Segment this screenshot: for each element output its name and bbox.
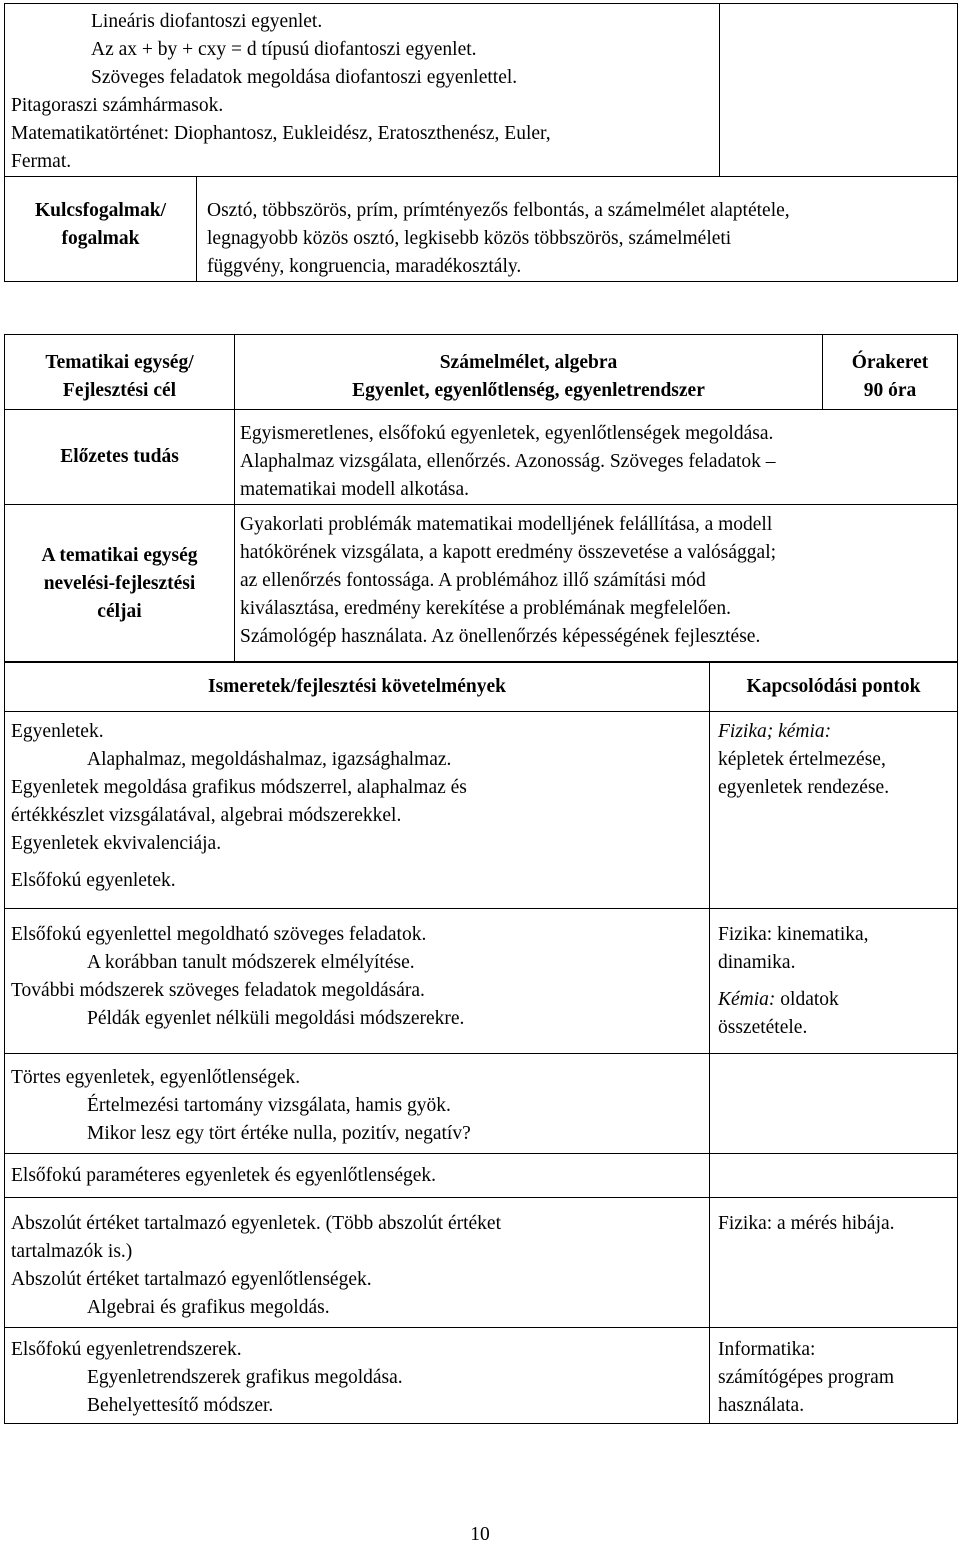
text-line: Fermat. — [11, 151, 72, 172]
connections-cell: Fizika: kinematika, dinamika. Kémia: oldatok összetétele. — [710, 909, 958, 1054]
page-number: 10 — [470, 1524, 490, 1545]
text-line: Lineáris diofantoszi egyenlet. — [91, 11, 323, 32]
history-cell — [5, 4, 720, 177]
spacer — [11, 858, 709, 867]
goals-text: Gyakorlati problémák matematikai modelljének felállítása, a modell hatókörének vizsgálata, a kapott eredmény összevetése a valósággal; az ellenőrzés fontossága. A problémához illő számítási mód kiválasztása, eredmény kerekítése a problémának megfelelően. Számológép használata. Az önellenőrzés képességének fejlesztése. — [235, 505, 958, 663]
connections-cell — [710, 1054, 958, 1154]
key-concepts-text: Osztó, többszörös, prím, prímtényezős felbontás, a számelmélet alaptétele, legnagyobb közös osztó, legkisebb közös többszörös, számelméleti függvény, kongruencia, maradékosztály. — [197, 177, 958, 282]
connections-cell: Fizika; kémia: képletek értelmezése, egyenletek rendezése. — [710, 712, 958, 909]
text-line: Szöveges feladatok megoldása diofantoszi egyenlettel. — [91, 67, 518, 88]
connections-cell — [710, 1154, 958, 1198]
text-line: Az ax + by + cxy = d típusú diofantoszi egyenlet. — [91, 39, 477, 60]
requirements-row: Elsőfokú egyenletrendszerek. Egyenletrendszerek grafikus megoldása. Behelyettesítő módszer. — [5, 1328, 710, 1424]
requirements-table — [4, 661, 958, 1424]
connections-cell: Fizika: a mérés hibája. — [710, 1198, 958, 1328]
key-concepts-label: Kulcsfogalmak/ fogalmak — [5, 177, 197, 282]
requirements-row: Elsőfokú egyenlettel megoldható szöveges feladatok. A korábban tanult módszerek elmélyítése. További módszerek szöveges feladatok megoldására. Példák egyenlet nélküli megoldási módszerekre. — [5, 909, 710, 1054]
requirements-header: Ismeretek/fejlesztési követelmények — [5, 662, 710, 712]
unit-table — [4, 334, 958, 663]
prior-knowledge-label: Előzetes tudás — [5, 410, 235, 505]
prior-knowledge-text: Egyismeretlenes, elsőfokú egyenletek, egyenlőtlenségek megoldása. Alaphalmaz vizsgálata, ellenőrzés. Azonosság. Szöveges feladatok – matematikai modell alkotása. — [235, 410, 958, 505]
requirements-row: Egyenletek. Alaphalmaz, megoldáshalmaz, igazsághalmaz. Egyenletek megoldása grafikus módszerrel, alaphalmaz és értékkészlet vizsgálatával, algebrai módszerekkel. Egyenletek ekvivalenciája. Elsőfokú egyenletek. — [5, 712, 710, 909]
text-line: Pitagoraszi számhármasok. — [11, 95, 224, 116]
key-concepts-table — [4, 3, 958, 282]
empty-cell — [720, 4, 958, 177]
requirements-row: Elsőfokú paraméteres egyenletek és egyenlőtlenségek. — [5, 1154, 710, 1198]
text-line: Matematikatörténet: Diophantosz, Eukleidész, Eratoszthenész, Euler, — [11, 123, 551, 144]
unit-title: Számelmélet, algebra Egyenlet, egyenlőtlenség, egyenletrendszer — [235, 335, 823, 410]
connections-cell: Informatika: számítógépes program használata. — [710, 1328, 958, 1424]
hours-cell: Órakeret 90 óra — [823, 335, 958, 410]
requirements-row: Törtes egyenletek, egyenlőtlenségek. Értelmezési tartomány vizsgálata, hamis gyök. Mikor lesz egy tört értéke nulla, pozitív, negatív? — [5, 1054, 710, 1154]
spacer — [718, 977, 957, 986]
requirements-row: Abszolút értéket tartalmazó egyenletek. (Több abszolút értéket tartalmazók is.) Abszolút értéket tartalmazó egyenlőtlenségek. Algebrai és grafikus megoldás. — [5, 1198, 710, 1328]
connections-header: Kapcsolódási pontok — [710, 662, 958, 712]
goals-label: A tematikai egység nevelési-fejlesztési céljai — [5, 505, 235, 663]
unit-label: Tematikai egység/ Fejlesztési cél — [5, 335, 235, 410]
